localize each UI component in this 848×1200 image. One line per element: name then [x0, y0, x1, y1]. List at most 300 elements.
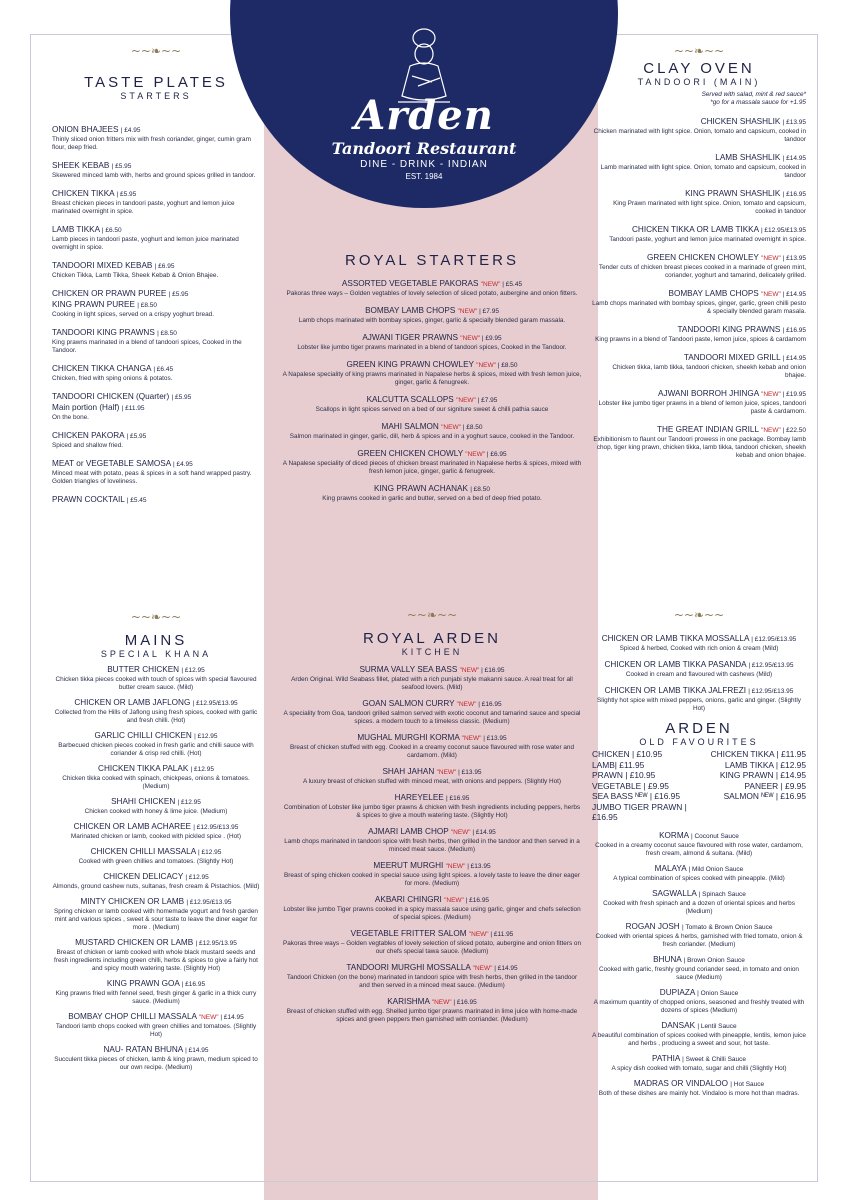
item-name: [52, 289, 260, 300]
section-subtitle: KITCHEN: [401, 647, 463, 657]
menu-item: [52, 847, 260, 866]
item-description: A Napalese speciality of king prawns marinated in Napalese herbs & spices, mixed with fresh lemon juice, ginger, garlic & fenugreek.: [282, 371, 582, 386]
item-description: Succulent tikka pieces of chicken, lamb & king prawn, medium spiced to our own recipe. (Medium): [54, 1056, 258, 1071]
item-description: On the bone.: [52, 414, 89, 421]
sauce-description: A maximum quantity of chopped onions, seasoned and freshly treated with dozens of spices (Medium): [593, 998, 805, 1014]
sauce-title: PATHIA: [651, 1053, 683, 1063]
item-name: [52, 1045, 260, 1056]
item-title: KING PRAWN GOA: [106, 979, 182, 988]
item-price: | £14.95: [185, 1047, 209, 1054]
item-name-alt: [52, 403, 260, 414]
new-badge: "NEW": [465, 451, 487, 458]
item-title: CHICKEN OR LAMB TIKKA PASANDA: [604, 660, 749, 669]
new-badge: "NEW": [472, 965, 495, 972]
item-price: | £16.95: [453, 999, 477, 1006]
item-title: AKBARI CHINGRI: [374, 895, 445, 904]
item-title: KING PRAWN SHASHLIK: [685, 189, 783, 198]
item-title: BUTTER CHICKEN: [107, 665, 182, 674]
sauce-item: [592, 1079, 806, 1098]
item-description: Breast of chicken stuffed with egg. Shelled jumbo tiger prawns marinated in lime juice with home-made spices and green peppers then garnished with corriander. (Medium): [286, 1008, 578, 1023]
item-list: [592, 634, 806, 713]
sauce-item: [592, 1021, 806, 1048]
item-price: | £22.50: [782, 427, 806, 434]
item-name: [282, 333, 582, 344]
item-price: | £6.50: [101, 227, 122, 234]
item-title: TANDOORI MIXED GRILL: [683, 353, 783, 362]
item-name: [592, 289, 806, 300]
menu-item: [52, 764, 260, 791]
item-name: [52, 1012, 260, 1023]
menu-item: [592, 289, 806, 316]
item-name: [592, 325, 806, 336]
menu-item: [52, 665, 260, 692]
item-price: | £8.50: [470, 486, 490, 493]
menu-item: [592, 660, 806, 679]
menu-item: [592, 634, 806, 653]
item-name: [592, 425, 806, 436]
item-title: NAU- RATAN BHUNA: [103, 1045, 186, 1054]
item-name: [282, 827, 582, 838]
item-description: Cooking in light spices, served on a crispy yoghurt bread.: [52, 311, 214, 318]
item-name: [282, 767, 582, 778]
sauce-name: [592, 1054, 806, 1065]
item-name: [282, 360, 582, 371]
item-price: | £14.95: [220, 1014, 244, 1021]
item-price: | £12.95: [185, 874, 209, 881]
item-title: KALCUTTA SCALLOPS: [366, 395, 457, 404]
item-name: [592, 225, 806, 236]
item-name: [282, 997, 582, 1008]
sauce-item: [592, 922, 806, 949]
item-description: Tandoori paste, yoghurt and lemon juice marinated overnight in spice.: [609, 236, 806, 243]
brand-logo: [330, 22, 518, 181]
menu-item: [52, 1045, 260, 1072]
menu-item: [52, 431, 260, 450]
item-name: [52, 847, 260, 858]
item-price: | £12.95/£13.95: [748, 662, 794, 669]
new-badge: "NEW": [761, 427, 783, 434]
menu-item: [592, 325, 806, 344]
item-name: [52, 979, 260, 990]
menu-item: [52, 189, 260, 216]
item-description: Lamb chops marinated with bombay spices, ginger, garlic, green chilli pesto & specially blended garam masala.: [592, 300, 806, 315]
menu-item: [52, 225, 260, 252]
favourite-item: LAMB TIKKA | £12.95: [724, 759, 806, 770]
sauce-name: [592, 831, 806, 842]
section-title: ROYAL STARTERS: [345, 252, 519, 269]
item-description: Lobster like jumbo tiger prawns marinated in a blend of tandoori spices, Cooked in the Tandoor.: [297, 344, 567, 351]
mains-section: [52, 610, 260, 1078]
item-description: Combination of Lobster like jumbo tiger prawns & chicken with fresh ingredients including peppers, herbs & spices to give a mouth watering taste. (Slightly Hot): [283, 804, 581, 819]
new-badge: "NEW": [460, 335, 482, 342]
item-description: Chicken tikka, lamb tikka, tandoori chicken, sheekh kebab and onion bhajee.: [612, 364, 806, 379]
item-name: [282, 279, 582, 290]
item-title: GREEN KING PRAWN CHOWLEY: [346, 360, 477, 369]
item-description: A Napalese speciality of diced pieces of chicken breast marinated in Napalese herbs & spices, mixed with fresh lemon juice, ginger, garlic & fenugreek.: [282, 460, 582, 475]
taste-plates-section: [52, 44, 260, 515]
item-title: MINTY CHICKEN OR LAMB: [80, 897, 187, 906]
item-description: Thinly sliced onion fritters mix with fresh coriander, ginger, cumin gram flour, deep fried.: [52, 136, 251, 151]
item-title: AJWANI BORROH JHINGA: [658, 389, 762, 398]
section-title: MAINS: [124, 632, 188, 649]
item-title: CHICKEN CHILLI MASSALA: [90, 847, 198, 856]
sauce-item: [592, 1054, 806, 1073]
sauce-title: SAGWALLA: [652, 888, 699, 898]
item-title: SHEEK KEBAB: [52, 161, 112, 170]
menu-item: [52, 161, 260, 180]
item-name: [282, 665, 582, 676]
menu-item: [52, 979, 260, 1006]
item-title: CHICKEN OR LAMB ACHAREE: [73, 822, 194, 831]
new-badge: "NEW": [476, 362, 498, 369]
item-title: BOMBAY CHOP CHILLI MASSALA: [68, 1012, 199, 1021]
item-price: | £5.95: [168, 291, 189, 298]
item-title: MEERUT MURGHI: [373, 861, 446, 870]
sauce-name: [592, 955, 806, 966]
menu-item: [282, 333, 582, 352]
new-badge: "NEW": [456, 397, 478, 404]
item-description: Lamb chops marinated in tandoori spice with fresh herbs, then grilled in the tandoor and then served in a minced meat sauce. (Medium): [284, 838, 580, 853]
item-description: Minced meat with potato, peas & spices in a soft hand wrapped pastry. Golden triangles of loveliness.: [52, 470, 252, 485]
menu-item: [52, 289, 260, 319]
item-name: [282, 422, 582, 433]
item-price: | £14.95: [472, 829, 496, 836]
menu-item: [282, 422, 582, 441]
menu-item: [52, 797, 260, 816]
item-name: [592, 117, 806, 128]
brand-name: Arden: [354, 92, 494, 139]
menu-item: [282, 827, 582, 854]
item-price: | £12.95: [198, 849, 222, 856]
menu-item: [282, 279, 582, 298]
item-description: Skewered minced lamb with, herbs and ground spices grilled in tandoor.: [52, 172, 256, 179]
sauce-type: | Brown Onion Sauce: [683, 956, 745, 964]
sauce-item: [592, 988, 806, 1015]
menu-item: [592, 389, 806, 416]
item-description: Pakoras three ways – Golden vegtables of lovely selection of sliced potato, aubergine and onion fitters on our chefs special tawa sauce. (Medium): [282, 940, 582, 955]
item-title: KING PRAWN ACHANAK: [374, 484, 471, 493]
sauce-description: A spicy dish cooked with tomato, sugar and chilli (Slightly Hot): [611, 1064, 787, 1072]
item-name: [282, 395, 582, 406]
item-name: [592, 189, 806, 200]
item-description: Cooked in cream and flavoured with cashews (Mild): [625, 671, 773, 678]
item-price: | £9.95: [481, 335, 502, 342]
item-price: | £5.95: [126, 433, 147, 440]
item-description: King prawns cooked in garlic and butter, served on a bed of deep fried potato.: [322, 495, 542, 502]
item-price: | £14.95: [782, 355, 806, 362]
item-description: Lamb chops marinated with bombay spices, ginger, garlic & specially blended garam massala.: [298, 317, 566, 324]
favourite-item: SALMON ᴺᴱᵂ | £16.95: [723, 791, 806, 801]
item-description: Chicken, fried with sping onions & potatos.: [52, 375, 173, 382]
section-subtitle: TANDOORI (MAIN): [637, 77, 761, 87]
item-name: [282, 895, 582, 906]
item-description: Lobster like jumbo Tiger prawns cooked in a spicy massala sauce using garlic, ginger and chefs selection of special spices. (Medium): [283, 906, 581, 921]
item-price: | £5.95: [116, 191, 137, 198]
sauce-title: DANSAK: [661, 1020, 698, 1030]
new-badge: "NEW": [436, 769, 459, 776]
item-description: Exhibitionism to flaunt our Tandoori prowess in one package. Bombay lamb chop, tiger king prawn, chicken tikka, lamb tikka, tandoori chicken, sheekh kebab and onion bhajee.: [593, 436, 806, 459]
item-price: | £12.95/£13.95: [748, 688, 794, 695]
item-name: [282, 699, 582, 710]
menu-item: [282, 963, 582, 990]
item-title: MAHI SALMON: [381, 422, 442, 431]
item-title: GARLIC CHILLI CHICKEN: [94, 731, 195, 740]
sauce-name: [592, 1079, 806, 1090]
item-title: TANDOORI MURGHI MOSSALLA: [346, 963, 473, 972]
favourite-item: CHICKEN | £10.95: [592, 749, 663, 759]
ornament-icon: ~~❧~~: [406, 608, 458, 622]
item-description: Collected from the Hills of Jaflong using fresh spices, cooked with garlic and fresh chilli. (Hot): [54, 709, 258, 724]
item-price: | £16.95: [181, 981, 206, 988]
menu-item: [52, 495, 260, 506]
item-title: CHICKEN OR LAMB TIKKA MOSSALLA: [601, 634, 752, 643]
item-description: Chicken marinated with light spice. Onion, tomato and capsicum, cooked in tandoor: [593, 128, 806, 143]
item-name: [592, 389, 806, 400]
item-description: Cooked with green chillies and tomatoes. (Slightly Hot): [78, 858, 234, 865]
item-price: | £13.95: [483, 735, 507, 742]
item-name: [282, 733, 582, 744]
favourite-item: LAMB| £11.95: [592, 759, 645, 770]
item-name: [52, 392, 260, 403]
menu-item: [52, 328, 260, 355]
sauce-title: MADRAS OR VINDALOO: [633, 1078, 731, 1088]
menu-item: [282, 793, 582, 820]
item-name: [52, 822, 260, 833]
serving-note: Served with salad, mint & red sauce*: [701, 91, 806, 98]
menu-item: [282, 360, 582, 387]
item-price: | £6.95: [486, 451, 507, 458]
item-name: [52, 698, 260, 709]
menu-item: [52, 938, 260, 973]
item-title: MUSTARD CHICKEN OR LAMB: [75, 938, 196, 947]
clay-oven-section: [592, 44, 806, 469]
item-name: [52, 189, 260, 200]
new-badge: "NEW": [761, 391, 783, 398]
item-list: [592, 117, 806, 460]
item-name: [52, 872, 260, 883]
item-price: | £12.95/£13.95: [193, 824, 239, 831]
menu-item: [282, 449, 582, 476]
brand-est: EST. 1984: [405, 172, 443, 181]
item-description: Spiced and shallow fried.: [52, 442, 124, 449]
menu-item: [282, 767, 582, 786]
item-description: Salmon marinated in ginger, garlic, dill, herb & spices and in a yoghurt sauce, cooked in the Tandoor.: [289, 433, 575, 440]
favourite-item: PRAWN | £10.95: [592, 770, 656, 780]
menu-item: [52, 459, 260, 486]
sauce-description: A typical combination of spices cooked with pineapple. (Mild): [613, 874, 785, 882]
item-price: | £12.95/13.95: [195, 940, 237, 947]
item-description: Arden Original. Wild Seabass fillet, plated with a rich punjabi style makanni sauce. A real treat for all seafood lovers. (Mild): [291, 676, 573, 691]
item-price: | £12.95/£13.95: [751, 636, 797, 643]
item-title: CHICKEN OR LAMB JAFLONG: [74, 698, 193, 707]
item-title: LAMB TIKKA: [52, 225, 102, 234]
item-title: BOMBAY LAMB CHOPS: [668, 289, 762, 298]
item-price: | £8.50: [497, 362, 518, 369]
item-name: [52, 125, 260, 136]
sauce-type: | Hot Sauce: [730, 1080, 765, 1088]
item-name: [52, 328, 260, 339]
new-badge: "NEW": [456, 701, 479, 708]
item-title: LAMB SHASHLIK: [715, 153, 783, 162]
item-price: | £16.95: [446, 795, 470, 802]
menu-item: [52, 392, 260, 422]
sauce-description: Both of these dishes are mainly hot. Vindaloo is more hot than madras.: [598, 1089, 800, 1097]
item-price: | £16.95: [478, 701, 502, 708]
item-price: | £14.95: [782, 155, 806, 162]
section-subtitle: SPECIAL KHANA: [100, 649, 212, 659]
item-title: CHICKEN DELICACY: [103, 872, 186, 881]
ornament-icon: ~~❧~~: [673, 608, 725, 622]
new-badge: "NEW": [198, 1014, 221, 1021]
sauce-type: | Tomato & Brown Onion Sauce: [681, 923, 773, 931]
item-price: | £12.95: [177, 799, 201, 806]
item-description: Chicken tikka cooked with spinach, chickpeas, onions & tomatoes. (Medium): [62, 775, 250, 790]
brand-tagline: DINE - DRINK - INDIAN: [360, 159, 488, 170]
item-description: Spiced & herbed, Cooked with rich onion & cream (Mild): [619, 645, 779, 652]
item-name: [592, 253, 806, 264]
item-name-alt: [52, 300, 260, 311]
sauce-name: [592, 988, 806, 999]
new-badge: "NEW": [444, 897, 466, 904]
item-title: MEAT or VEGETABLE SAMOSA: [52, 459, 174, 468]
item-name: [52, 764, 260, 775]
item-title: PRAWN COCKTAIL: [52, 495, 127, 504]
menu-item: [52, 897, 260, 932]
new-badge: "NEW": [431, 999, 454, 1006]
item-price: | £12.95: [194, 733, 218, 740]
menu-item: [592, 225, 806, 244]
item-description: Almonds, ground cashew nuts, sultanas, fresh cream & Pistachios. (Mild): [52, 883, 260, 890]
favourite-item: [699, 802, 806, 823]
item-title: GOAN SALMON CURRY: [362, 699, 457, 708]
sauce-title: BHUNA: [653, 954, 684, 964]
item-title: AJMARI LAMB CHOP: [368, 827, 451, 836]
item-price: | £8.50: [137, 302, 157, 309]
item-name: [52, 495, 260, 506]
item-title: GREEN CHICKEN CHOWLY: [357, 449, 466, 458]
item-title: SHAHI CHICKEN: [111, 797, 178, 806]
item-price: | £14.95: [782, 291, 806, 298]
item-name: [52, 797, 260, 808]
ornament-icon: ~~❧~~: [130, 610, 182, 624]
item-description: King Prawn marinated with light spice. Onion, tomato and capsicum, cooked in tandoor: [613, 200, 806, 215]
sauce-description: A beautiful combination of spices cooked with pineapple, lentils, lemon juice and herbs , producing a sweet and sour, hot taste.: [592, 1031, 806, 1047]
item-title: CHICKEN TIKKA PALAK: [98, 764, 191, 773]
item-description: King prawns marinated in a blend of tandoori spices, Cooked in the Tandoor.: [52, 339, 242, 354]
item-list: [282, 665, 582, 1024]
item-price: | £14.95: [494, 965, 518, 972]
item-description: Breast chicken pieces in tandoori paste, yoghurt and lemon juice marinated overnight in spice.: [52, 200, 235, 215]
favourite-item: JUMBO TIGER PRAWN | £16.95: [592, 801, 687, 822]
sauce-name: [592, 1021, 806, 1032]
sauce-title: ROGAN JOSH: [625, 921, 682, 931]
item-price: | £16.95: [782, 191, 806, 198]
new-badge: "NEW": [468, 931, 491, 938]
item-title: AJWANI TIGER PRAWNS: [362, 333, 461, 342]
menu-item: [592, 189, 806, 216]
item-title: TANDOORI MIXED KEBAB: [52, 261, 155, 270]
menu-item: [592, 353, 806, 380]
item-price: | £6.95: [154, 263, 175, 270]
sauce-type: | Sweet & Chilli Sauce: [682, 1055, 747, 1063]
new-badge: "NEW": [457, 308, 480, 315]
royal-arden-section: [282, 608, 582, 1031]
item-description: Tandoori lamb chops cooked with green chillies and tomatoes. (Slightly Hot): [55, 1023, 257, 1038]
new-badge: "NEW": [441, 424, 463, 431]
item-description: Barbecued chicken pieces cooked in fresh garlic and chilli sauce with coriander & crisp red chilli. (Hot): [58, 742, 254, 757]
menu-item: [52, 125, 260, 152]
menu-item: [52, 364, 260, 383]
item-price: | £13.95: [782, 255, 806, 262]
item-description: Pakoras three ways – Golden vegtables of lovely selection of sliced potato, aubergine and onion fitters.: [286, 290, 578, 297]
item-price: | £19.95: [782, 391, 806, 398]
item-description: A luxury breast of chicken stuffed with minced meat, with onions and peppers. (Slightly Hot): [302, 778, 562, 785]
sauce-item: [592, 889, 806, 916]
item-name: [52, 364, 260, 375]
item-price: | £8.50: [462, 424, 483, 431]
item-title: ASSORTED VEGETABLE PAKORAS: [341, 279, 481, 288]
sauce-type: | Lentil Sauce: [697, 1022, 737, 1030]
item-name: [282, 306, 582, 317]
brand-subtitle: Tandoori Restaurant: [331, 139, 517, 158]
item-title: TANDOORI CHICKEN (Quarter): [52, 392, 172, 401]
sauce-name: [592, 864, 806, 875]
item-name: [52, 731, 260, 742]
item-name: [52, 938, 260, 949]
menu-item: [52, 822, 260, 841]
item-description: Breast of sping chicken cooked in special sauce using light spices. a lovely taste to leave the diner eager for more. (Medium): [284, 872, 580, 887]
item-name: [52, 225, 260, 236]
new-badge: "NEW": [445, 863, 468, 870]
menu-item: [282, 895, 582, 922]
item-name: [282, 929, 582, 940]
section-title: ROYAL ARDEN: [362, 630, 502, 647]
item-description: Lobster like jumbo tiger prawns in a blend of lemon juice, spices, tandoori paste & cardamom.: [598, 400, 806, 415]
item-title: CHICKEN PAKORA: [52, 431, 127, 440]
favourite-item: SEA BASS ᴺᴱᵂ | £16.95: [592, 791, 680, 801]
menu-item: [282, 395, 582, 414]
ornament-icon: ~~❧~~: [130, 44, 182, 58]
item-price: | £12.95: [190, 766, 214, 773]
item-name: [592, 660, 806, 671]
item-price: | £12.95/£13.95: [186, 899, 232, 906]
menu-item: [592, 117, 806, 144]
item-description: A speciality from Goa, tandoori grilled salmon served with exotic coconut and tamarind sauce and special spices. a modern touch to a timeless classic. (Medium): [283, 710, 581, 725]
section-subtitle: STARTERS: [120, 91, 192, 101]
item-price: | £5.95: [111, 163, 132, 170]
item-description: Scallops in light spices served on a bed of our signiture sweet & chilli pathia sauce: [315, 406, 549, 413]
item-title: SHAH JAHAN: [382, 767, 437, 776]
menu-item: [52, 731, 260, 758]
sauce-title: MALAYA: [654, 863, 689, 873]
item-price: | £16.95: [465, 897, 490, 904]
ornament-icon: ~~❧~~: [673, 44, 725, 58]
item-list: [52, 125, 260, 506]
item-price: | £5.95: [171, 394, 192, 401]
item-name: [52, 431, 260, 442]
section-title: ARDEN: [665, 720, 733, 737]
menu-item: [52, 1012, 260, 1039]
menu-item: [52, 261, 260, 280]
sauce-name: [592, 922, 806, 933]
item-name: [592, 153, 806, 164]
item-title: THE GREAT INDIAN GRILL: [656, 425, 762, 434]
sauce-title: DUPIAZA: [659, 987, 698, 997]
item-description: King prawns in a blend of Tandoori paste, lemon juice, spices & cardamom: [595, 336, 806, 343]
menu-item: [592, 686, 806, 713]
item-description: Chicken cooked with honey & lime juice. (Medium): [84, 808, 228, 815]
item-price: | £5.45: [502, 281, 523, 288]
